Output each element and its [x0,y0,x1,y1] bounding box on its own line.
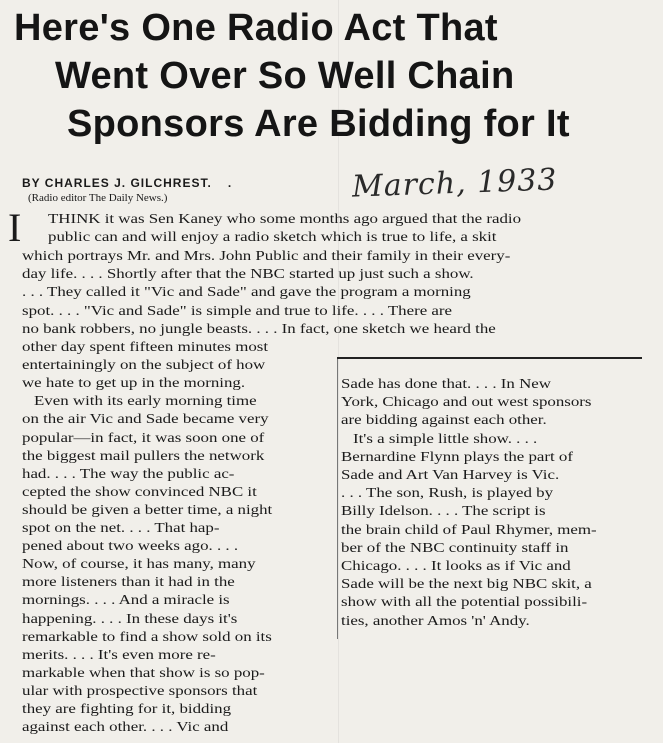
lead-line: . . . They called it "Vic and Sade" and gave the program a morning [22,284,471,300]
left-column-line: ular with prospective sponsors that [22,682,258,698]
left-column-line: mornings. . . . And a miracle is [22,592,230,608]
lead-line: THINK it was Sen Kaney who some months ago argued that the radio [48,211,522,226]
right-column-line: Sade will be the next big NBC skit, a [341,576,592,592]
right-column-line: are bidding against each other. [341,412,547,428]
handwritten-date: March, 1933 [351,162,559,205]
right-column-line: ber of the NBC continuity staff in [341,539,569,555]
right-column-line: ties, another Amos 'n' Andy. [341,612,530,628]
right-column-line: York, Chicago and out west sponsors [341,394,592,410]
lead-line: which portrays Mr. and Mrs. John Public and their family in their every- [22,247,511,263]
left-column-line: happening. . . . In these days it's [22,610,238,626]
left-column-line: pened about two weeks ago. . . . [22,538,239,554]
headline [14,4,654,148]
right-column-line: Chicago. . . . It looks as if Vic and [341,558,571,573]
left-column-line: had. . . . The way the public ac- [22,465,235,481]
left-column-line: entertainingly on the subject of how [22,357,266,373]
lead-line: public can and will enjoy a radio sketch which is true to life, a skit [48,229,497,245]
headline-line-3: Sponsors Are Bidding for It [67,103,570,145]
byline-text: BY CHARLES J. GILCHREST. [22,176,212,190]
right-column-line: Bernardine Flynn plays the part of [341,448,573,464]
left-column-line: more listeners than it had in the [22,574,235,590]
left-column-line: they are fighting for it, bidding [22,701,232,716]
left-column-line: the biggest mail pullers the network [22,447,265,463]
column-divider [337,359,338,639]
right-column-line: the brain child of Paul Rhymer, mem- [341,521,597,537]
left-column-line: we hate to get up in the morning. [22,375,246,391]
lead-line: no bank robbers, no jungle beasts. . . . In fact, one sketch we heard the [22,320,496,336]
headline-line-2: Went Over So Well Chain [55,55,515,97]
left-column-line: other day spent fifteen minutes most [22,339,269,354]
left-column-line: Now, of course, it has many, many [22,556,256,572]
left-column-line: spot on the net. . . . That hap- [22,520,220,535]
column-rule [337,357,642,359]
drop-cap: I [8,205,22,250]
right-column-line: Billy Idelson. . . . The script is [341,503,546,519]
left-column-line: against each other. . . . Vic and [22,719,229,735]
left-column-line: Even with its early morning time [34,393,257,409]
left-column-line: remarkable to find a show sold on its [22,628,272,644]
left-column-line: cepted the show convinced NBC it [22,483,257,499]
left-column-line: on the air Vic and Sade became very [22,411,269,427]
right-column-line: It's a simple little show. . . . [353,430,538,446]
right-column-line: Sade and Art Van Harvey is Vic. [341,467,560,482]
byline [22,176,232,190]
right-column-line: show with all the potential possibili- [341,594,588,610]
left-column-line: popular—in fact, it was soon one of [22,429,265,445]
byline-credit: (Radio editor The Daily News.) [28,192,168,204]
left-column-line: markable when that show is so pop- [22,664,265,680]
right-column-line: . . . The son, Rush, is played by [341,485,554,501]
lead-line: spot. . . . "Vic and Sade" is simple and true to life. . . . There are [22,302,452,318]
left-column-line: should be given a better time, a night [22,501,273,517]
right-column-line: Sade has done that. . . . In New [341,376,551,391]
byline-mark: . [227,176,233,190]
headline-line-1: Here's One Radio Act That [14,7,498,49]
left-column-line: merits. . . . It's even more re- [22,646,216,662]
lead-line: day life. . . . Shortly after that the NBC started up just such a show. [22,265,474,281]
